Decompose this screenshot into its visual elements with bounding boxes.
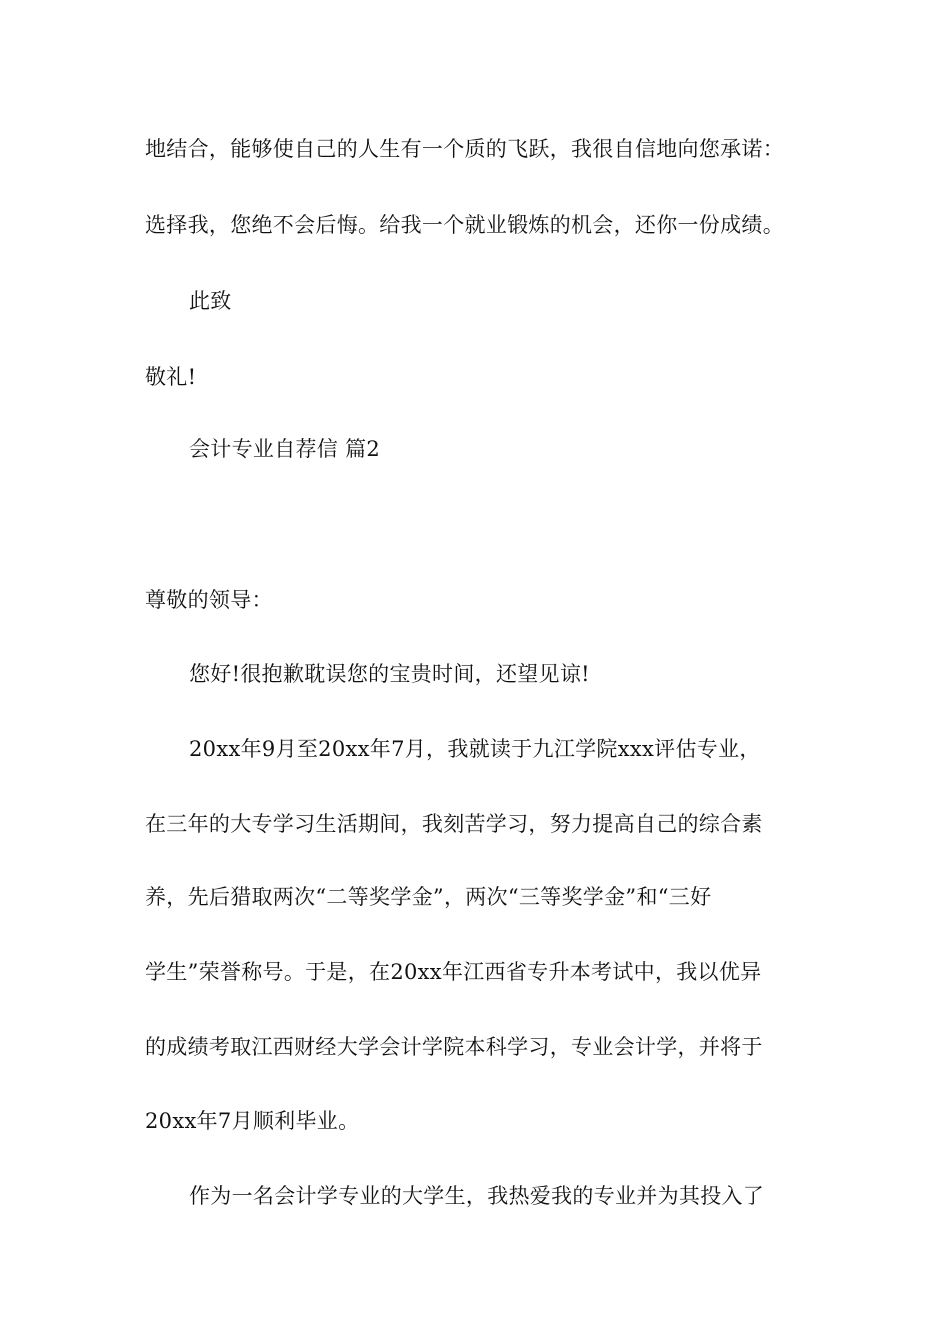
greeting-line: 您好!很抱歉耽误您的宝贵时间，还望见谅! [189, 662, 590, 686]
paragraph-line: 20xx年9月至20xx年7月，我就读于九江学院xxx评估专业， [189, 737, 761, 761]
paragraph-line: 在三年的大专学习生活期间，我刻苦学习，努力提高自己的综合素 [145, 812, 763, 836]
closing-salutation: 敬礼! [145, 365, 197, 389]
paragraph-line: 的成绩考取江西财经大学会计学院本科学习，专业会计学，并将于 [145, 1035, 763, 1059]
paragraph-line: 选择我，您绝不会后悔。给我一个就业锻炼的机会，还你一份成绩。 [145, 213, 784, 237]
paragraph-line: 学生”荣誉称号。于是，在20xx年江西省专升本考试中，我以优异 [145, 960, 762, 984]
section-title: 会计专业自荐信 篇2 [189, 437, 381, 461]
paragraph-line: 地结合，能够使自己的人生有一个质的飞跃，我很自信地向您承诺： [145, 137, 784, 161]
salutation: 尊敬的领导： [145, 588, 273, 612]
closing-phrase: 此致 [189, 289, 232, 313]
paragraph-line: 20xx年7月顺利毕业。 [145, 1109, 360, 1133]
paragraph-line: 作为一名会计学专业的大学生，我热爱我的专业并为其投入了 [189, 1184, 765, 1208]
paragraph-line: 养，先后猎取两次“二等奖学金”，两次“三等奖学金”和“三好 [145, 885, 712, 909]
